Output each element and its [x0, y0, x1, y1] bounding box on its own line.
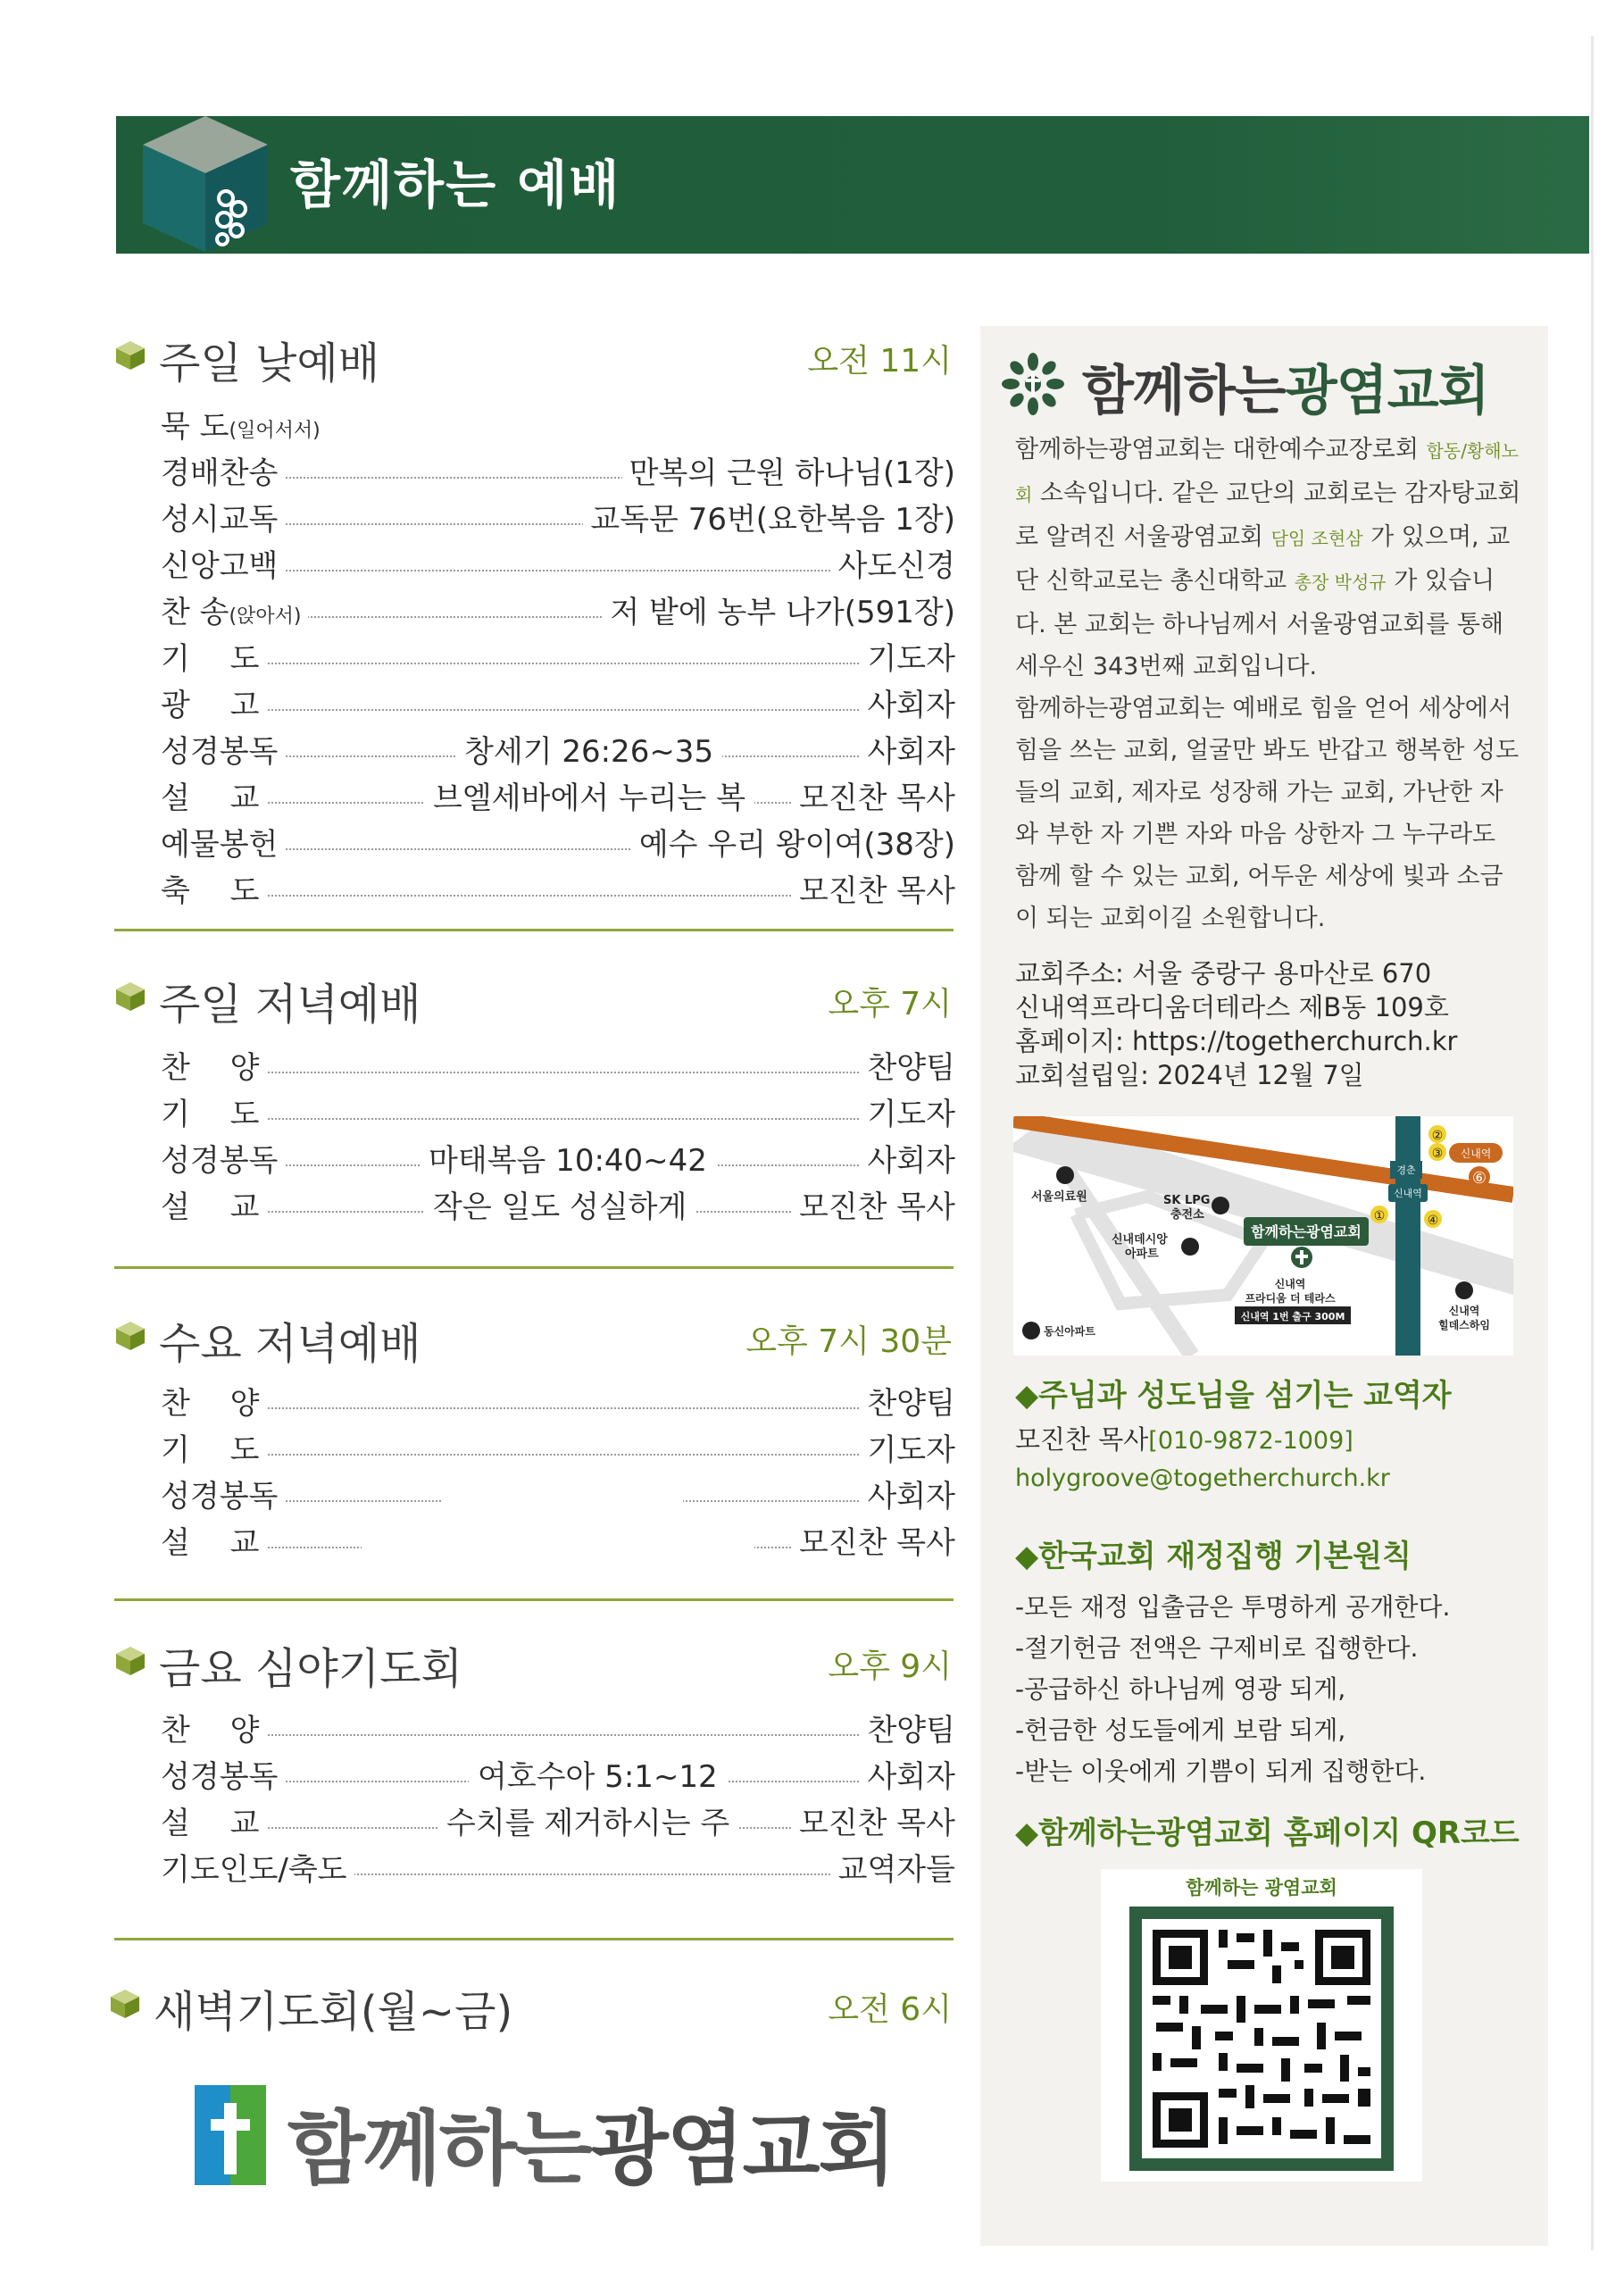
moment-line	[161, 402, 321, 446]
row-value: 교역자들	[831, 1845, 955, 1889]
row-label: 찬 송(앉아서)	[161, 588, 308, 631]
order-row	[161, 727, 955, 770]
cube-icon	[138, 109, 272, 261]
row-label: 성경봉독	[161, 727, 285, 771]
section-time: 오후 9시	[828, 1648, 952, 1685]
row-value: 사회자	[860, 1752, 955, 1796]
row-value: 예수 우리 왕이여(38장)	[632, 820, 955, 864]
church-address-detail: 신내역프라디움더테라스 제B동 109호	[1015, 992, 1449, 1022]
section-title: 주일 낮예배	[159, 338, 380, 388]
map-label: 동신아파트	[1044, 1325, 1095, 1338]
location-map	[1013, 1116, 1513, 1356]
order-row	[161, 820, 955, 863]
map-label: ①	[1373, 1209, 1386, 1223]
section-title: 주일 저녁예배	[159, 980, 421, 1030]
section-divider	[114, 1598, 954, 1601]
finance-item: -공급하신 하나님께 영광 되게,	[1015, 1674, 1346, 1704]
row-label: 기도인도/축도	[161, 1845, 354, 1889]
map-label: 아파트	[1125, 1247, 1159, 1261]
order-row	[161, 1089, 955, 1132]
order-row	[161, 634, 955, 677]
section-divider	[114, 929, 954, 931]
row-value: 기도자	[860, 1425, 955, 1469]
map-label: 프라디움 더 테라스	[1245, 1292, 1336, 1305]
row-value: 모진찬 목사	[792, 1798, 955, 1842]
row-middle: 창세기 26:26~35	[455, 727, 722, 771]
section-title: 새벽기도회(월~금)	[154, 1987, 513, 2037]
church-founded: 교회설립일: 2024년 12월 7일	[1015, 1060, 1364, 1090]
qr-heading: ◆함께하는광염교회 홈페이지 QR코드	[1015, 1815, 1520, 1851]
intro-paragraph: 함께하는광염교회는 예배로 힘을 얻어 세상에서 힘을 쓰는 교회, 얼굴만 봐도 반갑고 행복한 성도들의 교회, 제자로 성장해 가는 교회, 가난한 자와 부한 자 기쁜 자와 마음 상한자 그 누구라도 함께 할 수 있는 교회, 어두운 세상에 빛과 소금이 되는 교회이길 소원합니다.	[1015, 695, 1520, 932]
minister-heading: ◆주님과 성도님을 섬기는 교역자	[1015, 1378, 1452, 1414]
map-label: SK LPG	[1163, 1194, 1211, 1207]
row-label: 성경봉독	[161, 1472, 285, 1515]
row-label: 기 도	[161, 1089, 267, 1133]
map-label: 힐데스하임	[1438, 1319, 1490, 1331]
order-row	[161, 1472, 955, 1514]
finance-item: -모든 재정 입출금은 투명하게 공개한다.	[1015, 1592, 1451, 1622]
section-time: 오전 11시	[807, 343, 952, 380]
row-value: 찬양팀	[860, 1043, 955, 1087]
section-time: 오전 6시	[828, 1991, 952, 2028]
section-divider	[114, 1938, 954, 1940]
map-label: 신내역 1번 출구 300M	[1240, 1311, 1345, 1323]
row-value: 기도자	[860, 1089, 955, 1133]
map-label: 신내역	[1460, 1147, 1492, 1160]
order-row	[161, 1425, 955, 1468]
row-value: 사회자	[860, 1472, 955, 1515]
minister-contact	[1015, 1420, 1353, 1456]
section-title: 금요 심야기도회	[159, 1644, 462, 1694]
minister-phone: [010-9872-1009]	[1148, 1427, 1353, 1455]
row-middle: 마태복음 10:40~42	[420, 1136, 716, 1180]
section-cube-icon	[114, 1320, 146, 1352]
row-label: 성경봉독	[161, 1752, 285, 1796]
row-value: 만복의 근원 하나님(1장)	[622, 448, 955, 492]
church-logo-text: 함께하는광염교회	[1082, 360, 1489, 422]
row-value: 교독문 76번(요한복음 1장)	[583, 495, 955, 538]
row-value: 찬양팀	[860, 1706, 955, 1749]
map-label: 신내역	[1394, 1188, 1422, 1199]
map-label: ⑥	[1471, 1169, 1487, 1188]
row-middle: 작은 일도 성실하게	[424, 1182, 695, 1226]
row-label: 설 교	[161, 1798, 267, 1842]
row-label: 성경봉독	[161, 1136, 285, 1180]
map-label: 신내역	[1274, 1278, 1306, 1290]
finance-item: -받는 이웃에게 기쁨이 되게 집행한다.	[1015, 1756, 1427, 1786]
page-title: 함께하는 예배	[290, 154, 621, 215]
row-label: 예물봉헌	[161, 820, 285, 864]
finance-heading: ◆한국교회 재정집행 기본원칙	[1015, 1539, 1412, 1574]
order-row	[161, 1182, 955, 1225]
row-value: 찬양팀	[860, 1379, 955, 1423]
row-value: 모진찬 목사	[792, 1182, 955, 1226]
map-label: 신내역	[1448, 1305, 1480, 1317]
row-label: 축 도	[161, 866, 267, 910]
row-label: 경배찬송	[161, 448, 285, 492]
order-row	[161, 588, 955, 630]
row-value: 사회자	[860, 1136, 955, 1180]
row-label: 신앙고백	[161, 541, 285, 585]
order-row	[161, 680, 955, 723]
row-label: 설 교	[161, 1518, 267, 1562]
section-title: 수요 저녁예배	[159, 1319, 421, 1369]
order-row	[161, 1379, 955, 1422]
map-label: 충전소	[1170, 1208, 1204, 1222]
row-label: 찬 양	[161, 1379, 267, 1423]
section-time: 오후 7시 30분	[745, 1323, 952, 1360]
church-intro	[1015, 429, 1524, 939]
row-value: 사도신경	[831, 541, 955, 585]
row-middle: 수치를 제거하시는 주	[437, 1798, 738, 1842]
map-label: 신내데시앙	[1112, 1233, 1168, 1247]
church-emblem-icon	[1002, 353, 1064, 415]
order-row	[161, 448, 955, 491]
section-cube-icon	[109, 1988, 141, 2020]
row-value: 모진찬 목사	[792, 866, 955, 910]
order-row	[161, 1752, 955, 1795]
map-label: 경춘	[1396, 1164, 1416, 1176]
qr-code-icon[interactable]	[1129, 1907, 1394, 2171]
order-row	[161, 1798, 955, 1841]
row-label: 찬 양	[161, 1706, 267, 1749]
row-value: 저 밭에 농부 나가(591장)	[603, 588, 955, 631]
section-cube-icon	[114, 1645, 146, 1677]
map-church-label: 함께하는광염교회	[1251, 1223, 1362, 1240]
order-row	[161, 773, 955, 816]
row-value: 사회자	[860, 727, 955, 771]
section-time: 오후 7시	[828, 986, 952, 1022]
minister-email[interactable]: holygroove@togetherchurch.kr	[1015, 1464, 1390, 1492]
finance-item: -헌금한 성도들에게 보람 되게,	[1015, 1715, 1346, 1745]
church-address: 교회주소: 서울 중랑구 용마산로 670	[1015, 958, 1432, 989]
finance-item: -절기헌금 전액은 구제비로 집행한다.	[1015, 1633, 1419, 1663]
map-label: 서울의료원	[1031, 1190, 1087, 1204]
row-label: 묵 도	[161, 409, 229, 445]
row-value: 모진찬 목사	[792, 1518, 955, 1562]
map-label: ④	[1427, 1214, 1439, 1228]
row-value: 사회자	[860, 680, 955, 724]
order-row	[161, 1043, 955, 1086]
row-value: 모진찬 목사	[792, 773, 955, 817]
intro-paragraph: 함께하는광염교회는 대한예수교장로회 합동/황해노회 소속입니다. 같은 교단의 교회로는 감자탕교회로 알려진 서울광염교회 담임 조현삼 가 있으며, 교단 신학교로는 총신대학교 총장 박성규 가 있습니다. 본 교회는 하나님께서 서울광염교회를 통해 세우신 343번째 교회입니다.	[1015, 436, 1521, 680]
row-note: (일어서서)	[229, 420, 321, 442]
order-row	[161, 1706, 955, 1748]
minister-name: 모진찬 목사	[1015, 1424, 1149, 1455]
row-label: 설 교	[161, 1182, 267, 1226]
order-row	[161, 541, 955, 584]
church-homepage: 홈페이지: https://togetherchurch.kr	[1015, 1026, 1458, 1056]
row-label: 기 도	[161, 1425, 267, 1469]
map-label: ③	[1431, 1147, 1444, 1161]
order-row	[161, 1136, 955, 1179]
order-row	[161, 1518, 955, 1561]
row-label: 성시교독	[161, 495, 285, 538]
order-row	[161, 1845, 955, 1888]
qr-caption: 함께하는 광염교회	[1186, 1877, 1337, 1898]
row-label: 광 고	[161, 680, 267, 724]
row-label: 찬 양	[161, 1043, 267, 1087]
order-row	[161, 866, 955, 909]
row-label: 설 교	[161, 773, 267, 817]
row-middle: 여호수아 5:1~12	[469, 1752, 727, 1796]
order-row	[161, 495, 955, 538]
section-cube-icon	[114, 339, 146, 371]
row-value: 기도자	[860, 634, 955, 678]
row-label: 기 도	[161, 634, 267, 678]
bottom-logo-text: 함께하는광염교회	[287, 2102, 895, 2196]
section-divider	[114, 1266, 954, 1269]
section-cube-icon	[114, 980, 146, 1013]
row-middle: 브엘세바에서 누리는 복	[424, 773, 754, 817]
page-edge-line	[1591, 36, 1594, 2250]
map-label: ②	[1431, 1129, 1444, 1143]
church-logo-icon	[195, 2085, 266, 2185]
